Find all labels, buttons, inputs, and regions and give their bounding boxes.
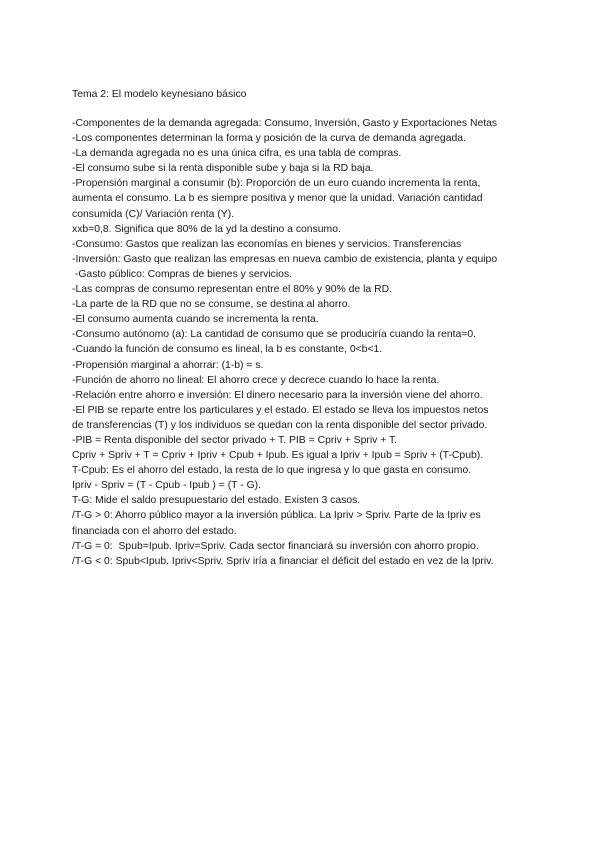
text-line: -Relación entre ahorro e inversión: El dinero necesario para la inversión viene del ahorro. bbox=[72, 389, 483, 401]
text-line: -Propensión marginal a ahorrar: (1-b) = s. bbox=[72, 359, 264, 371]
text-line: -Las compras de consumo representan entre el 80% y 90% de la RD. bbox=[72, 284, 392, 296]
text-line: -Consumo: Gastos que realizan las economías en bienes y servicios. Transferencias bbox=[72, 238, 462, 250]
text-line: -Gasto público: Compras de bienes y servicios. bbox=[72, 268, 293, 280]
text-line: /T-G > 0: Ahorro público mayor a la inversión pública. La Ipriv > Spriv. Parte de la Ipriv es bbox=[72, 510, 481, 522]
text-line: de transferencias (T) y los individuos se quedan con la renta disponible del sector privado. bbox=[72, 419, 488, 431]
text-line: -Cuando la función de consumo es lineal, la b es constante, 0<b<1. bbox=[72, 344, 383, 356]
text-line: -El consumo sube si la renta disponible sube y baja si la RD baja. bbox=[72, 163, 374, 175]
text-line: /T-G = 0: Spub=Ipub. Ipriv=Spriv. Cada sector financiará su inversión con ahorro propio. bbox=[72, 540, 479, 552]
text-line: /T-G < 0: Spub<Ipub. Ipriv<Spriv. Spriv iría a financiar el déficit del estado en vez de la Ipriv. bbox=[72, 555, 494, 567]
text-line: -Consumo autónomo (a): La cantidad de consumo que se produciría cuando la renta=0. bbox=[72, 329, 477, 341]
text-line: -El consumo aumenta cuando se incrementa la renta. bbox=[72, 314, 319, 326]
text-line: -Función de ahorro no lineal: El ahorro crece y decrece cuando lo hace la renta. bbox=[72, 374, 440, 386]
text-line: -Los componentes determinan la forma y posición de la curva de demanda agregada. bbox=[72, 133, 466, 145]
text-line: financiada con el ahorro del estado. bbox=[72, 525, 237, 537]
text-line: -Propensión marginal a consumir (b): Proporción de un euro cuando incrementa la renta, bbox=[72, 178, 481, 190]
document-title: Tema 2: El modelo keynesiano básico bbox=[72, 89, 247, 100]
text-line: -La demanda agregada no es una única cifra, es una tabla de compras. bbox=[72, 148, 402, 160]
document-body bbox=[72, 116, 542, 569]
text-line: Cpriv + Spriv + T = Cpriv + Ipriv + Cpub + Ipub. Es igual a Ipriv + Ipub = Spriv + (T-Cpub). bbox=[72, 450, 484, 462]
text-line: -Inversión: Gasto que realizan las empresas en nueva cambio de existencia, planta y equipo bbox=[72, 253, 498, 265]
text-line: Ipriv - Spriv = (T - Cpub - Ipub ) = (T - G). bbox=[72, 480, 261, 492]
text-line: aumenta el consumo. La b es siempre positiva y menor que la unidad. Variación cantidad bbox=[72, 193, 483, 205]
text-line: -El PIB se reparte entre los particulares y el estado. El estado se lleva los impuestos netos bbox=[72, 404, 489, 416]
text-line: -Componentes de la demanda agregada: Consumo, Inversión, Gasto y Exportaciones Netas bbox=[72, 118, 498, 129]
text-line: T-G: Mide el saldo presupuestario del estado. Existen 3 casos. bbox=[72, 495, 361, 507]
text-line: T-Cpub: Es el ahorro del estado, la resta de lo que ingresa y lo que gasta en consumo. bbox=[72, 465, 472, 477]
text-line: -La parte de la RD que no se consume, se destina al ahorro. bbox=[72, 299, 351, 311]
text-line: consumida (C)/ Variación renta (Y). bbox=[72, 208, 235, 220]
text-line: -PIB = Renta disponible del sector privado + T. PIB = Cpriv + Spriv + T. bbox=[72, 434, 398, 446]
text-line: xxb=0,8. Significa que 80% de la yd la destino a consumo. bbox=[72, 223, 341, 235]
